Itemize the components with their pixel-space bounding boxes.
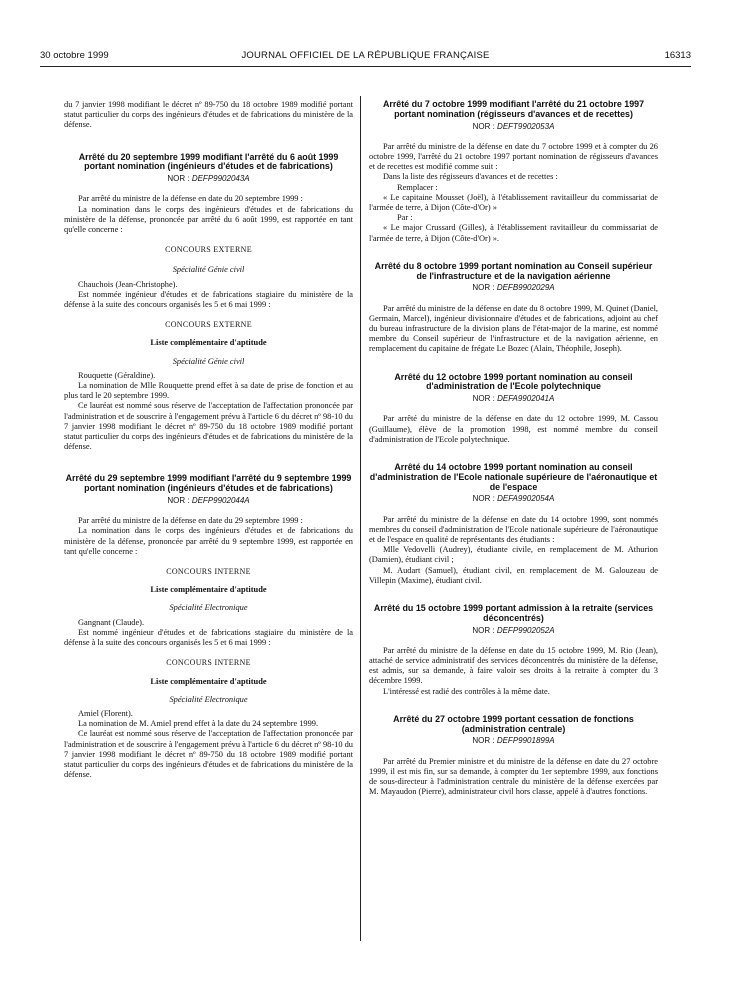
- paragraph: L'intéressé est radié des contrôles à la même date.: [383, 686, 550, 696]
- paragraph: Remplacer :: [397, 182, 438, 192]
- nominee-name: Chauchois (Jean-Christophe).: [78, 279, 178, 289]
- article-title: Arrêté du 29 septembre 1999 modifiant l'arrêté du 9 septembre 1999 portant nomination (ingénieurs d'études et de fabrications): [65, 473, 352, 494]
- paragraph: Par arrêté du ministre de la défense en date du 20 septembre 1999 :: [78, 194, 303, 204]
- paragraph: Par arrêté du ministre de la défense en date du 12 octobre 1999, M. Cassou (Guillaume), élève de la promotion 1998, est nommé membre du conseil d'administration de l'Ecole polytechnique.: [369, 414, 658, 444]
- paragraph: Est nommée ingénieur d'études et de fabrications stagiaire du ministère de la défense à la suite des concours organisés les 5 et 6 mai 1999 :: [64, 289, 353, 310]
- nor-reference: [369, 283, 658, 293]
- page-number: 16313: [664, 50, 691, 61]
- nor-reference: [369, 394, 658, 404]
- nominee-name: Gangnant (Claude).: [78, 617, 145, 627]
- nor-label: NOR :: [167, 174, 190, 184]
- quoted-entry: « Le capitaine Mousset (Joël), à l'établissement ravitailleur du commissariat de l'armée de terre, à Dijon (Côte-d'Or) »: [369, 192, 658, 213]
- liste-heading: Liste complémentaire d'aptitude: [150, 676, 267, 686]
- nor-code: DEFP9902044A: [191, 496, 250, 506]
- specialite-heading: Spécialité Electronique: [169, 694, 248, 704]
- nor-label: NOR :: [472, 736, 495, 746]
- nor-code: DEFA9902054A: [497, 494, 555, 504]
- paragraph: La nomination dans le corps des ingénieurs d'études et de fabrications du ministère de la défense, prononcée par arrêté du 6 août 1999, est rapportée en tant qu'elle concerne :: [64, 204, 353, 235]
- paragraph: Dans la liste des régisseurs d'avances et de recettes :: [383, 172, 558, 182]
- article-title: Arrêté du 8 octobre 1999 portant nomination au Conseil supérieur de l'infrastructure et de la navigation aérienne: [374, 260, 653, 281]
- paragraph: Par arrêté du ministre de la défense en date du 7 octobre 1999 et à compter du 26 octobre 1999, l'arrêté du 21 octobre 1997 portant nomination de régisseurs d'avances et de recettes est modifié comme suit :: [369, 141, 658, 172]
- paragraph: Par arrêté du ministre de la défense en date du 15 octobre 1999, M. Rio (Jean), attaché de service administratif des services déconcentrés du ministère de la défense, est admis, sur sa demande, à faire valoir ses droits à la retraite à compter du 3 décembre 1999.: [369, 645, 658, 686]
- nor-code: DEFA9902041A: [497, 394, 555, 404]
- nor-label: NOR :: [472, 394, 495, 404]
- article-title: Arrêté du 15 octobre 1999 portant admission à la retraite (services déconcentrés): [373, 603, 654, 623]
- liste-heading: Liste complémentaire d'aptitude: [150, 585, 267, 595]
- paragraph: Par :: [397, 213, 413, 223]
- paragraph: Ce lauréat est nommé sous réserve de l'acceptation de l'affectation prononcée par l'administration et de souscrire à l'engagement prévu à l'article 6 du décret nº 98-10 du 7 janvier 1998 modifiant le décret nº 89-750 du 18 octobre 1989 modifié portant statut particulier du corps des ingénieurs d'études et de fabrications du ministère de la défense.: [64, 729, 353, 780]
- nor-label: NOR :: [472, 494, 495, 504]
- paragraph: Par arrêté du ministre de la défense en date du 29 septembre 1999 :: [78, 516, 303, 526]
- concours-heading: CONCOURS INTERNE: [166, 658, 251, 668]
- specialite-heading: Spécialité Génie civil: [172, 265, 245, 275]
- nominee-name: Amiel (Florent).: [78, 708, 133, 718]
- article-arrete-14-octobre: [369, 463, 658, 586]
- paragraph: Ce lauréat est nommé sous réserve de l'acceptation de l'affectation prononcée par l'administration et de souscrire à l'engagement prévu à l'article 6 du décret nº 98-10 du 7 janvier 1998 modifiant le décret nº 89-750 du 18 octobre 1989 modifié portant statut particulier du corps des ingénieurs d'études et de fabrications du ministère de la défense.: [64, 401, 353, 452]
- paragraph: Est nommé ingénieur d'études et de fabrications stagiaire du ministère de la défense à la suite des concours organisés les 5 et 6 mai 1999 :: [64, 627, 353, 648]
- paragraph: Mlle Vedovelli (Audrey), étudiante civile, en remplacement de M. Athurion (Damien), étudiant civil ;: [369, 545, 658, 565]
- nor-reference: [369, 626, 658, 636]
- nor-label: NOR :: [472, 283, 495, 293]
- header-rule: [40, 66, 691, 67]
- article-title: Arrêté du 20 septembre 1999 modifiant l'arrêté du 6 août 1999 portant nomination (ingénieurs d'études et de fabrications): [78, 151, 339, 172]
- right-column: [369, 100, 658, 797]
- paragraph: Par arrêté du Premier ministre et du ministre de la défense en date du 27 octobre 1999, il est mis fin, sur sa demande, à compter du 1er septembre 1999, aux fonctions de sous-directeur à l'administration centrale du ministère de la défense exercées par M. Mayaudon (Pierre), administrateur civil hors classe, appelé à d'autres fonctions.: [369, 756, 658, 797]
- nor-code: DEFB9902029A: [496, 283, 555, 293]
- intro-paragraph: du 7 janvier 1998 modifiant le décret nº 89-750 du 18 octobre 1989 modifié portant statut particulier du corps des ingénieurs d'études et de fabrications du ministère de la défense.: [64, 100, 353, 130]
- article-arrete-29-septembre: [64, 474, 353, 780]
- specialite-heading: Spécialité Génie civil: [172, 356, 245, 366]
- header-date: 30 octobre 1999: [40, 50, 109, 61]
- article-arrete-15-octobre: [369, 604, 658, 697]
- article-title: Arrêté du 12 octobre 1999 portant nomination au conseil d'administration de l'Ecole polytechnique: [394, 371, 633, 392]
- nor-reference: [369, 736, 658, 746]
- article-arrete-12-octobre: [369, 373, 658, 445]
- paragraph: Par arrêté du ministre de la défense en date du 8 octobre 1999, M. Quinet (Daniel, Germain, Marcel), ingénieur divisionnaire d'études et de fabrications, adjoint au chef du bureau infrastructure de la division plans de l'état-major de la marine, est nommé membre du Conseil supérieur de l'infrastructure et de la navigation aérienne, en remplacement du capitaine de frégate Le Bozec (Alain, Théophile, Joseph).: [369, 303, 658, 354]
- article-title: Arrêté du 14 octobre 1999 portant nomination au conseil d'administration de l'Ecole nationale supérieure de l'aéronautique et de l'espace: [369, 462, 658, 492]
- article-arrete-20-septembre: [64, 153, 353, 453]
- nor-code: DEFT9902053A: [497, 121, 555, 131]
- liste-heading: Liste complémentaire d'aptitude: [150, 338, 267, 348]
- nor-label: NOR :: [472, 121, 495, 131]
- article-arrete-8-octobre: [369, 262, 658, 355]
- nor-code: DEFP9901899A: [496, 736, 555, 746]
- nor-reference: [64, 174, 353, 184]
- concours-heading: CONCOURS EXTERNE: [165, 245, 252, 255]
- nor-reference: [369, 122, 658, 132]
- page-header: [40, 50, 691, 66]
- article-arrete-27-octobre: [369, 715, 658, 798]
- paragraph: La nomination dans le corps des ingénieurs d'études et de fabrications du ministère de la défense, prononcée par arrêté du 9 septembre 1999, est rapportée en tant qu'elle concerne :: [64, 526, 353, 556]
- specialite-heading: Spécialité Electronique: [169, 603, 248, 613]
- paragraph: Par arrêté du ministre de la défense en date du 14 octobre 1999, sont nommés membres du conseil d'administration de l'Ecole nationale supérieure de l'aéronautique et de l'espace en qualité de représentants des étudiants :: [369, 514, 658, 545]
- nor-code: DEFP9902043A: [191, 174, 250, 184]
- concours-heading: CONCOURS EXTERNE: [165, 320, 252, 330]
- nor-reference: [64, 496, 353, 506]
- nor-reference: [369, 494, 658, 504]
- nor-code: DEFP9902052A: [496, 625, 555, 635]
- quoted-entry: « Le major Crussard (Gilles), à l'établissement ravitailleur du commissariat de l'armée de terre, à Dijon (Côte-d'Or) ».: [369, 223, 658, 243]
- column-divider: [360, 96, 361, 941]
- nor-label: NOR :: [167, 496, 190, 506]
- paragraph: La nomination de M. Amiel prend effet à la date du 24 septembre 1999.: [78, 719, 319, 729]
- article-title: Arrêté du 27 octobre 1999 portant cessation de fonctions (administration centrale): [393, 713, 634, 734]
- paragraph: M. Audart (Samuel), étudiant civil, en remplacement de M. Galouzeau de Villepin (Maxime), étudiant civil.: [369, 565, 658, 585]
- concours-heading: CONCOURS INTERNE: [166, 567, 251, 577]
- journal-title: JOURNAL OFFICIEL DE LA RÉPUBLIQUE FRANÇAISE: [241, 50, 490, 61]
- left-column: [64, 100, 353, 780]
- article-title: Arrêté du 7 octobre 1999 modifiant l'arrêté du 21 octobre 1997 portant nomination (régisseurs d'avances et de recettes): [382, 99, 645, 119]
- nominee-name: Rouquette (Géraldine).: [78, 370, 156, 380]
- nor-label: NOR :: [472, 625, 495, 635]
- paragraph: La nomination de Mlle Rouquette prend effet à sa date de prise de fonction et au plus tard le 20 septembre 1999.: [64, 381, 353, 401]
- article-arrete-7-octobre: [369, 100, 658, 244]
